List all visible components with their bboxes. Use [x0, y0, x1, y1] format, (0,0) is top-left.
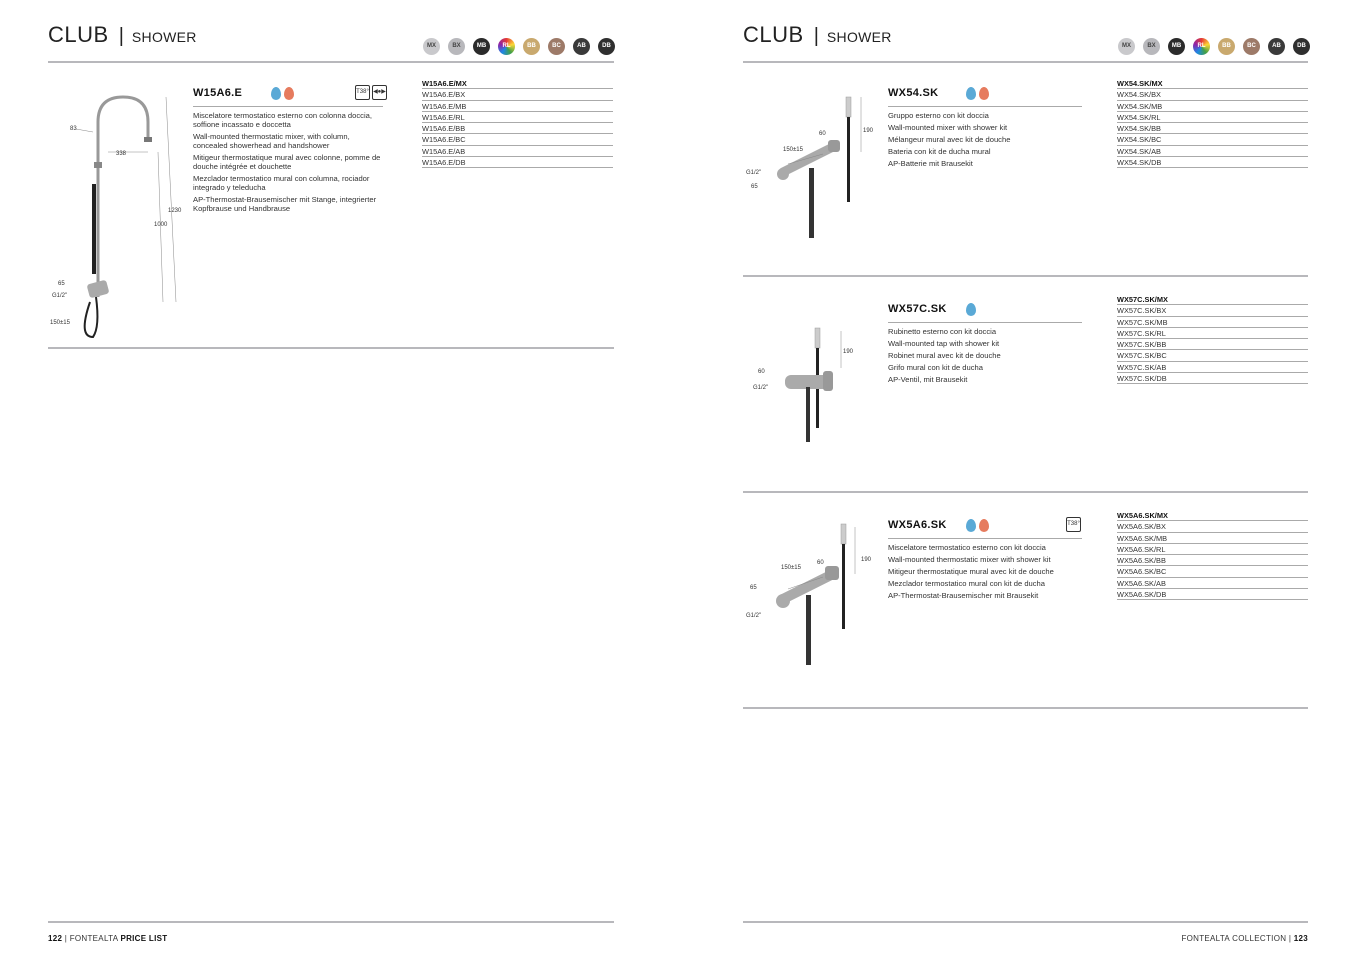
dim-g12: G1/2"	[746, 613, 762, 619]
dim-83: 83	[70, 126, 77, 132]
cold-water-drop-icon	[966, 303, 976, 316]
description-fr: Mitigeur thermostatique mural avec kit de douche	[888, 567, 1054, 576]
product-wx5a6sk	[743, 511, 1308, 694]
dim-65: 65	[750, 585, 757, 591]
finish-swatch-mb-icon: MB	[473, 38, 490, 55]
cold-water-drop-icon	[271, 87, 281, 100]
variant-item: WX57C.SK/MB	[1117, 317, 1308, 328]
finish-swatch-rl-icon: RL	[1193, 38, 1210, 55]
product-rule	[743, 707, 1308, 709]
temperature-drops	[966, 519, 989, 532]
product-descriptions	[888, 543, 1078, 603]
finish-swatch-bx-icon: BX	[448, 38, 465, 55]
finish-swatch-bx-icon: BX	[1143, 38, 1160, 55]
variant-item: WX57C.SK/BX	[1117, 305, 1308, 316]
product-code: WX57C.SK	[888, 303, 947, 315]
description-en: Wall-mounted thermostatic mixer, with column, concealed showerhead and handshower	[193, 132, 350, 150]
variant-item: WX57C.SK/BC	[1117, 350, 1308, 361]
thermostatic-mixer-drawing	[743, 519, 883, 669]
description-it: Miscelatore termostatico esterno con colonna doccia, soffione incassato e doccetta	[193, 111, 372, 129]
dim-g12: G1/2"	[52, 293, 68, 299]
description-it: Gruppo esterno con kit doccia	[888, 111, 989, 120]
dim-g12: G1/2"	[753, 385, 769, 391]
variant-item: WX54.SK/AB	[1117, 146, 1308, 157]
right-page	[678, 0, 1356, 959]
description-it: Rubinetto esterno con kit doccia	[888, 327, 997, 336]
description-es: Mezclador termostatico mural con kit de ducha	[888, 579, 1046, 588]
finish-swatch-bb-icon: BB	[1218, 38, 1235, 55]
page-footer	[1181, 934, 1308, 943]
finish-swatch-mb-icon: MB	[1168, 38, 1185, 55]
collection-title: CLUB	[48, 22, 109, 47]
description-en: Wall-mounted thermostatic mixer with shower kit	[888, 555, 1051, 564]
finish-swatches	[1118, 38, 1310, 55]
product-info	[888, 303, 1078, 423]
product-code: WX5A6.SK	[888, 519, 947, 531]
product-code: W15A6.E	[193, 87, 243, 99]
product-descriptions	[888, 111, 1078, 171]
collection-title: CLUB	[743, 22, 804, 47]
shower-head-icon: ◀●▶	[372, 85, 387, 100]
description-es: Mezclador termostatico mural con columna, rociador integrado y teleducha	[193, 174, 370, 192]
page-footer	[48, 934, 167, 943]
footer-brand: FONTEALTA	[69, 934, 118, 943]
variant-item: WX5A6.SK/BC	[1117, 566, 1308, 577]
variant-item: W15A6.E/RL	[422, 112, 613, 123]
description-de: AP-Thermostat-Brausemischer mit Brausekit	[888, 591, 1039, 600]
variant-item: WX5A6.SK/BB	[1117, 555, 1308, 566]
product-info	[193, 87, 386, 227]
description-en: Wall-mounted mixer with shower kit	[888, 123, 1008, 132]
dim-190: 190	[861, 557, 872, 563]
finish-swatch-db-icon: DB	[1293, 38, 1310, 55]
variant-item: W15A6.E/MX	[422, 78, 613, 89]
variant-item: WX5A6.SK/AB	[1117, 578, 1308, 589]
finish-swatch-rl-icon: RL	[498, 38, 515, 55]
product-info	[888, 519, 1078, 639]
product-rule	[743, 275, 1308, 277]
temperature-drops	[966, 87, 989, 100]
variant-list	[422, 78, 613, 168]
finish-swatch-db-icon: DB	[598, 38, 615, 55]
description-it: Miscelatore termostatico esterno con kit doccia	[888, 543, 1046, 552]
footer-label: PRICE LIST	[120, 934, 168, 943]
finish-swatch-ab-icon: AB	[1268, 38, 1285, 55]
dim-1000: 1000	[154, 222, 168, 228]
description-de: AP-Ventil, mit Brausekit	[888, 375, 968, 384]
finish-swatch-bb-icon: BB	[523, 38, 540, 55]
variant-item: WX57C.SK/BB	[1117, 339, 1308, 350]
description-fr: Mélangeur mural avec kit de douche	[888, 135, 1011, 144]
dim-1230: 1230	[168, 208, 182, 214]
description-fr: Mitigeur thermostatique mural avec colonne, pomme de douche intégrée et douchette	[193, 153, 381, 171]
temperature-drops	[966, 303, 976, 316]
finish-swatches	[423, 38, 615, 55]
description-es: Grifo mural con kit de ducha	[888, 363, 983, 372]
shower-column-drawing	[48, 92, 188, 342]
dim-150-15: 150±15	[781, 565, 801, 571]
variant-item: WX5A6.SK/BX	[1117, 521, 1308, 532]
section-title: SHOWER	[131, 29, 197, 45]
variant-item: WX5A6.SK/DB	[1117, 589, 1308, 600]
wall-mixer-drawing	[743, 92, 883, 242]
variant-item: WX57C.SK/AB	[1117, 362, 1308, 373]
dim-60: 60	[819, 131, 826, 137]
variant-item: WX5A6.SK/RL	[1117, 544, 1308, 555]
title-separator: |	[813, 25, 819, 47]
wall-tap-drawing	[743, 323, 883, 448]
variant-item: W15A6.E/BC	[422, 134, 613, 145]
page-number: 123	[1293, 934, 1308, 943]
hot-water-drop-icon	[979, 87, 989, 100]
variant-item: WX5A6.SK/MX	[1117, 510, 1308, 521]
product-code: WX54.SK	[888, 87, 939, 99]
dim-190: 190	[843, 349, 854, 355]
variant-item: WX57C.SK/MX	[1117, 294, 1308, 305]
variant-item: WX54.SK/BB	[1117, 123, 1308, 134]
dim-190: 190	[863, 128, 874, 134]
variant-item: WX57C.SK/RL	[1117, 328, 1308, 339]
description-fr: Robinet mural avec kit de douche	[888, 351, 1001, 360]
finish-swatch-mx-icon: MX	[423, 38, 440, 55]
variant-list	[1117, 78, 1308, 168]
variant-item: WX54.SK/MB	[1117, 101, 1308, 112]
title-separator: |	[118, 25, 124, 47]
feature-icons	[355, 85, 387, 100]
footer-brand: FONTEALTA	[1181, 934, 1230, 943]
temperature-drops	[271, 87, 294, 100]
dim-60: 60	[817, 560, 824, 566]
dim-g12: G1/2"	[746, 170, 762, 176]
footer-separator: |	[64, 934, 68, 943]
hot-water-drop-icon	[979, 519, 989, 532]
footer-rule	[743, 921, 1308, 923]
variant-item: WX54.SK/BC	[1117, 134, 1308, 145]
product-descriptions	[193, 111, 383, 216]
finish-swatch-ab-icon: AB	[573, 38, 590, 55]
variant-item: W15A6.E/BX	[422, 89, 613, 100]
page-number: 122	[48, 934, 63, 943]
variant-item: WX5A6.SK/MB	[1117, 533, 1308, 544]
info-divider	[888, 322, 1082, 323]
variant-item: WX54.SK/RL	[1117, 112, 1308, 123]
dim-65: 65	[751, 184, 758, 190]
dim-338: 338	[116, 151, 127, 157]
variant-item: W15A6.E/DB	[422, 157, 613, 168]
info-divider	[888, 106, 1082, 107]
section-title: SHOWER	[826, 29, 892, 45]
variant-item: W15A6.E/BB	[422, 123, 613, 134]
thermostatic-icon: T38°	[355, 85, 370, 100]
variant-item: WX57C.SK/DB	[1117, 373, 1308, 384]
product-rule	[743, 491, 1308, 493]
cold-water-drop-icon	[966, 87, 976, 100]
header-rule	[48, 61, 614, 63]
footer-separator: |	[1288, 934, 1292, 943]
dim-150-15: 150±15	[783, 147, 803, 153]
product-descriptions	[888, 327, 1078, 387]
footer-rule	[48, 921, 614, 923]
variant-item: W15A6.E/AB	[422, 146, 613, 157]
description-en: Wall-mounted tap with shower kit	[888, 339, 1000, 348]
header-rule	[743, 61, 1308, 63]
dim-150-15: 150±15	[50, 320, 70, 326]
variant-item: WX54.SK/BX	[1117, 89, 1308, 100]
variant-item: WX54.SK/MX	[1117, 78, 1308, 89]
feature-icons	[1066, 517, 1081, 532]
page-header	[743, 22, 892, 52]
description-de: AP-Batterie mit Brausekit	[888, 159, 973, 168]
thermostatic-icon: T38°	[1066, 517, 1081, 532]
footer-label: COLLECTION	[1232, 934, 1287, 943]
hot-water-drop-icon	[284, 87, 294, 100]
variant-list	[1117, 510, 1308, 600]
product-info	[888, 87, 1078, 207]
dim-60: 60	[758, 369, 765, 375]
info-divider	[888, 538, 1082, 539]
variant-list	[1117, 294, 1308, 384]
description-es: Bateria con kit de ducha mural	[888, 147, 991, 156]
product-rule	[48, 347, 614, 349]
page-header	[48, 22, 197, 52]
dim-65: 65	[58, 281, 65, 287]
product-wx57csk	[743, 295, 1308, 478]
variant-item: WX54.SK/DB	[1117, 157, 1308, 168]
product-wx54sk	[743, 79, 1308, 262]
finish-swatch-bc-icon: BC	[548, 38, 565, 55]
variant-item: W15A6.E/MB	[422, 101, 613, 112]
product-w15a6e	[48, 79, 614, 344]
info-divider	[193, 106, 383, 107]
cold-water-drop-icon	[966, 519, 976, 532]
finish-swatch-mx-icon: MX	[1118, 38, 1135, 55]
finish-swatch-bc-icon: BC	[1243, 38, 1260, 55]
description-de: AP-Thermostat-Brausemischer mit Stange, integrierter Kopfbrause und Handbrause	[193, 195, 377, 213]
